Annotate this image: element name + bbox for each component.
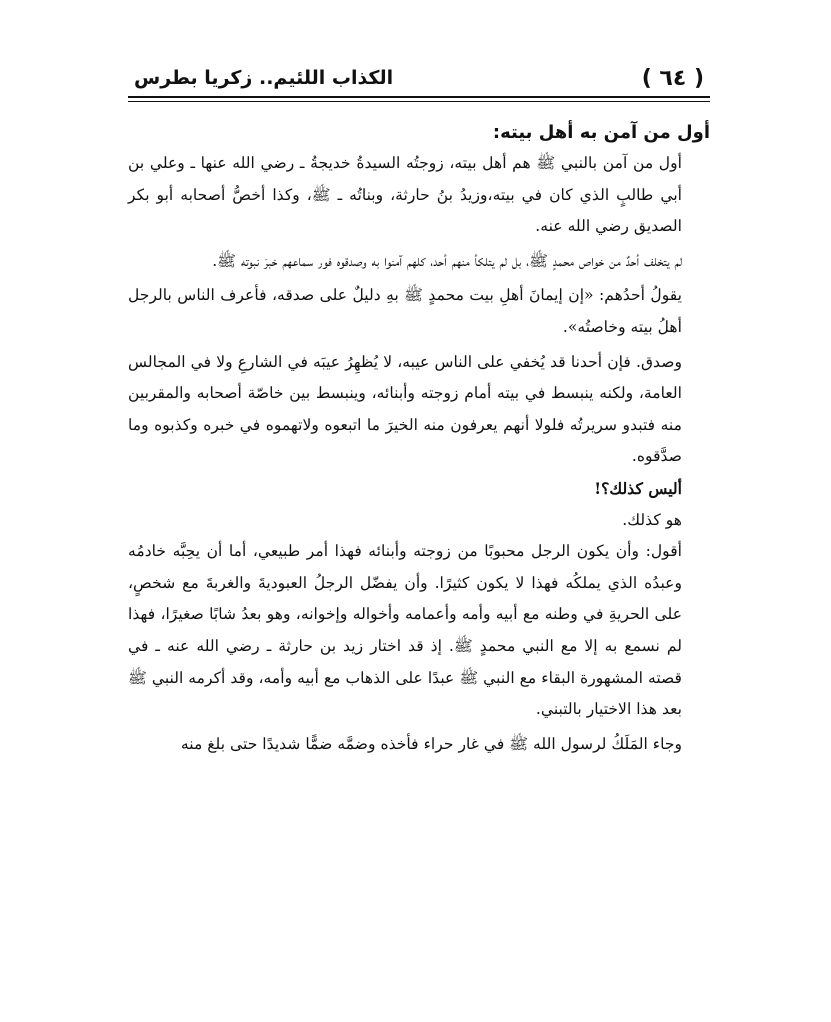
paragraph: أقول: وأن يكون الرجل محبوبًا من زوجته وأبنائه فهذا أمر طبيعي، أما أن يحِبَّه خادمُه وعبدُه الذي يملكُه فهذا لا يكون كثيرًا. وأن يفضّل الرجلُ العبوديةَ والغربةَ مع شخصٍ، على الحريةِ في وطنه مع أبيه وأمه وأعمامه وأخواله وإخوانه، وهو بعدُ شابًا صغيرًا، فهذا لم نسمع به إلا مع النبي محمدٍ ﷺ. إذ قد اختار زيد بن حارثة ـ رضي الله عنه ـ في قصته المشهورة البقاء مع النبي ﷺ عبدًا على الذهاب مع أبيه وأمه، وقد أكرمه النبي ﷺ بعد هذا الاختيار بالتبني.: [128, 542, 683, 719]
paragraph: يقولُ أحدُهم: «إن إيمانَ أهلِ بيت محمدٍ ﷺ بهِ دليلٌ على صدقه، فأعرف الناس بالرجل أهلُ بيته وخاصتُه».: [128, 286, 682, 336]
page-header: [128, 62, 710, 98]
paragraph: أول من آمن بالنبي ﷺ هم أهل بيته، زوجتُه السيدةُ خديجةُ ـ رضي الله عنها ـ وعلي بن أبي طالبٍ الذي كان في بيته،وزيدُ بنُ حارثة، وبناتُه ـ ﷺ، وكذا أخصُّ أصحابه أبو بكر الصديق رضي الله عنه.: [128, 154, 682, 236]
running-title: الكذاب اللئيم.. زكريا بطرس: [134, 67, 394, 89]
question-line: أليس كذلك؟!: [594, 478, 682, 498]
paragraph: لم يتخلف أحدٌ من خواص محمدٍ ﷺ، بل لم يتلكأ منهم أحد، كلهم آمنوا به وصدقوه فور سماعهم خبرَ نبوته ﷺ.: [212, 251, 682, 270]
paragraph: وصدق. فإن أحدنا قد يُخفي على الناس عيبه، لا يُظهِرُ عيبَه في الشارعِ ولا في المجالس العامة، ولكنه ينبسط في بيته أمام زوجته وأبنائه، وينبسط بين خاصّة أصحابه والمقربين منه فتبدو سريرتُه فلولا أنهم يعرفون منه الخيرَ ما اتبعوه ولاتهموه في خبره وكذبوه وما صدَّقوه.: [128, 352, 682, 466]
paragraph: وجاء المَلَكُ لرسول الله ﷺ في غار حراء فأخذه وضمَّه ضمًّا شديدًا حتى بلغ منه: [180, 734, 682, 753]
section-heading: أول من آمن به أهل بيته:: [492, 122, 710, 143]
page-number: ( ٦٤ ): [641, 66, 704, 91]
page-content: [128, 119, 710, 760]
answer-line: هو كذلك.: [622, 510, 682, 529]
book-page: [128, 62, 710, 992]
